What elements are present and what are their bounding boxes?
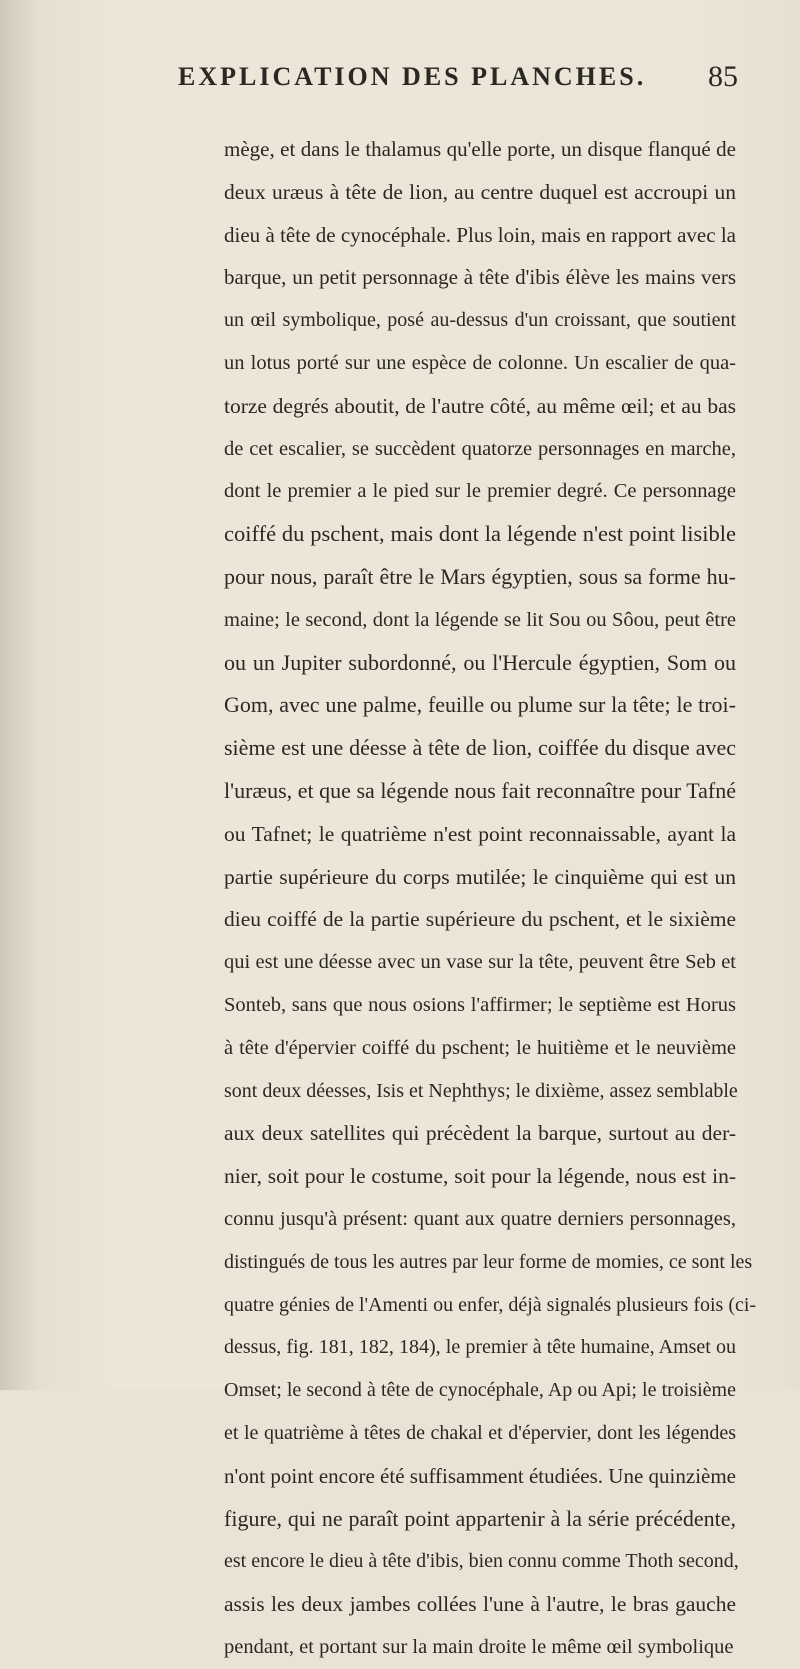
text-line: ou Tafnet; le quatrième n'est point reconnaissable, ayant la xyxy=(224,821,736,846)
text-line: un lotus porté sur une espèce de colonne. Un escalier de qua- xyxy=(224,351,736,374)
text-line: aux deux satellites qui précèdent la barque, surtout au der- xyxy=(224,1121,736,1146)
text-line: qui est une déesse avec un vase sur la tête, peuvent être Seb et xyxy=(224,951,736,974)
text-line: Sonteb, sans que nous osions l'affirmer; le septième est Horus xyxy=(224,993,736,1016)
text-line: sont deux déesses, Isis et Nephthys; le dixième, assez semblable xyxy=(224,1079,738,1102)
text-line: barque, un petit personnage à tête d'ibis élève les mains vers xyxy=(224,265,736,290)
text-line: figure, qui ne paraît point appartenir à la série précédente, xyxy=(224,1505,736,1531)
text-line: un œil symbolique, posé au-dessus d'un croissant, que soutient xyxy=(224,309,736,332)
text-line: nier, soit pour le costume, soit pour la légende, nous est in- xyxy=(224,1164,736,1189)
body-text xyxy=(224,128,757,1669)
text-line: ou un Jupiter subordonné, ou l'Hercule égyptien, Som ou xyxy=(224,649,736,675)
text-line: mège, et dans le thalamus qu'elle porte, un disque flanqué de xyxy=(224,137,736,161)
page-number: 85 xyxy=(708,60,738,93)
text-line: torze degrés aboutit, de l'autre côté, au même œil; et au bas xyxy=(224,393,736,418)
text-line: partie supérieure du corps mutilée; le cinquième qui est un xyxy=(224,864,736,889)
text-line: deux uræus à tête de lion, au centre duquel est accroupi un xyxy=(224,179,736,204)
text-line: l'uræus, et que sa légende nous fait reconnaître pour Tafné xyxy=(224,777,736,803)
page-header xyxy=(178,62,738,102)
text-line: et le quatrième à têtes de chakal et d'épervier, dont les légendes xyxy=(224,1421,736,1444)
text-line: quatre génies de l'Amenti ou enfer, déjà signalés plusieurs fois (ci- xyxy=(224,1293,757,1316)
text-line: coiffé du pschent, mais dont la légende n'est point lisible xyxy=(224,521,736,547)
text-line: maine; le second, dont la légende se lit Sou ou Sôou, peut être xyxy=(224,608,736,631)
text-line: dieu coiffé de la partie supérieure du pschent, et le sixième xyxy=(224,907,736,932)
text-line: connu jusqu'à présent: quant aux quatre derniers personnages, xyxy=(224,1207,736,1230)
running-head: EXPLICATION DES PLANCHES. xyxy=(178,62,647,91)
text-line: sième est une déesse à tête de lion, coiffée du disque avec xyxy=(224,735,736,761)
text-line: est encore le dieu à tête d'ibis, bien connu comme Thoth second, xyxy=(224,1550,739,1573)
text-line: assis les deux jambes collées l'une à l'autre, le bras gauche xyxy=(224,1592,736,1617)
text-line: dieu à tête de cynocéphale. Plus loin, mais en rapport avec la xyxy=(224,222,736,247)
text-line: n'ont point encore été suffisamment étudiées. Une quinzième xyxy=(224,1463,736,1488)
text-line: de cet escalier, se succèdent quatorze personnages en marche, xyxy=(224,437,736,460)
text-line: Gom, avec une palme, feuille ou plume sur la tête; le troi- xyxy=(224,692,736,718)
text-line: à tête d'épervier coiffé du pschent; le huitième et le neuvième xyxy=(224,1036,736,1059)
text-line: dessus, fig. 181, 182, 184), le premier à tête humaine, Amset ou xyxy=(224,1336,736,1359)
text-line: distingués de tous les autres par leur forme de momies, ce sont les xyxy=(224,1250,753,1273)
text-line: dont le premier a le pied sur le premier degré. Ce personnage xyxy=(224,480,736,503)
text-line: pendant, et portant sur la main droite le même œil symbolique xyxy=(224,1635,734,1658)
text-line: Omset; le second à tête de cynocéphale, Ap ou Api; le troisième xyxy=(224,1379,736,1402)
text-line: pour nous, paraît être le Mars égyptien, sous sa forme hu- xyxy=(224,563,736,589)
